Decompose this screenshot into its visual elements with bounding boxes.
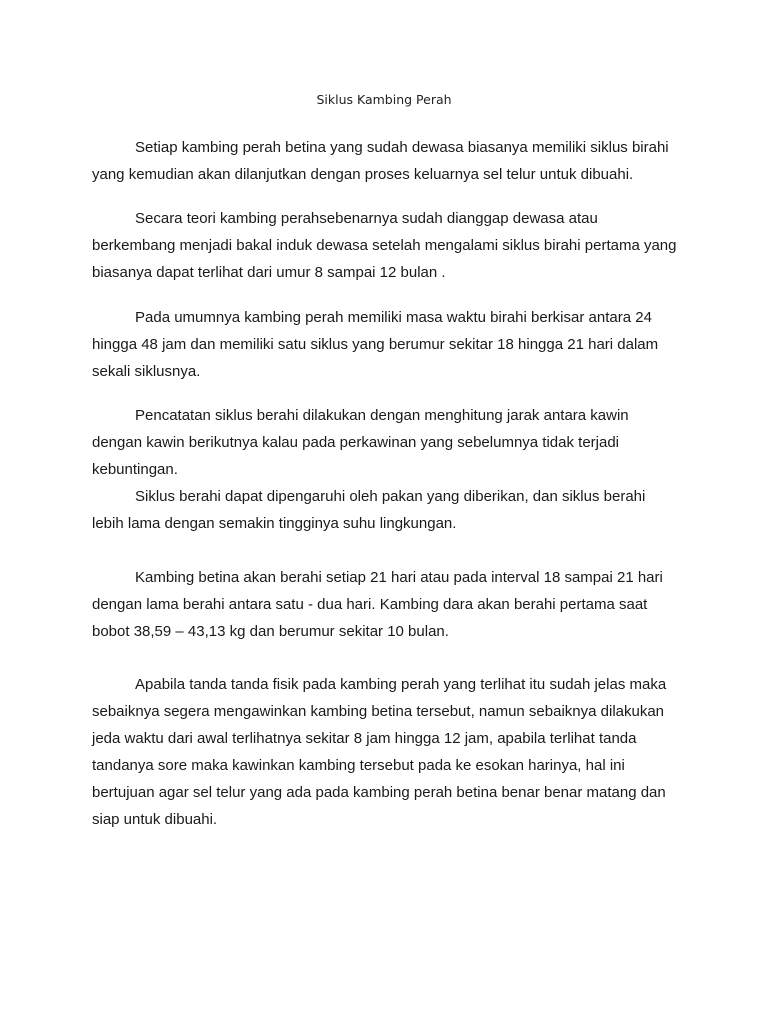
- paragraph-line: bertujuan agar sel telur yang ada pada kambing perah betina benar benar matang dan: [92, 784, 666, 801]
- paragraph-2: [92, 205, 692, 286]
- paragraph-1: [92, 134, 692, 188]
- paragraph-line: lebih lama dengan semakin tingginya suhu lingkungan.: [92, 515, 457, 532]
- paragraph-line: dengan kawin berikutnya kalau pada perkawinan yang sebelumnya tidak terjadi: [92, 434, 620, 451]
- paragraph-line: Kambing betina akan berahi setiap 21 hari atau pada interval 18 sampai 21 hari: [135, 569, 663, 586]
- paragraph-line: yang kemudian akan dilanjutkan dengan proses keluarnya sel telur untuk dibuahi.: [92, 166, 634, 183]
- paragraph-line: Pada umumnya kambing perah memiliki masa waktu birahi berkisar antara 24: [135, 309, 652, 326]
- paragraph-line: biasanya dapat terlihat dari umur 8 sampai 12 bulan .: [92, 264, 446, 281]
- paragraph-line: Apabila tanda tanda fisik pada kambing perah yang terlihat itu sudah jelas maka: [135, 676, 667, 693]
- document-title: Siklus Kambing Perah: [316, 92, 452, 107]
- paragraph-3: [92, 304, 692, 385]
- paragraph-line: kebuntingan.: [92, 461, 178, 478]
- paragraph-4: [92, 402, 692, 483]
- paragraph-5: [92, 483, 692, 537]
- paragraph-line: Setiap kambing perah betina yang sudah dewasa biasanya memiliki siklus birahi: [135, 139, 669, 156]
- paragraph-6: [92, 564, 692, 645]
- paragraph-line: tandanya sore maka kawinkan kambing tersebut pada ke esokan harinya, hal ini: [92, 757, 625, 774]
- paragraph-line: berkembang menjadi bakal induk dewasa setelah mengalami siklus birahi pertama yang: [92, 237, 677, 254]
- paragraph-line: hingga 48 jam dan memiliki satu siklus yang berumur sekitar 18 hingga 21 hari dalam: [92, 336, 659, 353]
- paragraph-line: siap untuk dibuahi.: [92, 811, 218, 828]
- paragraph-line: Siklus berahi dapat dipengaruhi oleh pakan yang diberikan, dan siklus berahi: [135, 488, 646, 505]
- paragraph-line: dengan lama berahi antara satu - dua hari. Kambing dara akan berahi pertama saat: [92, 596, 648, 613]
- paragraph-7: [92, 671, 692, 833]
- paragraph-line: bobot 38,59 – 43,13 kg dan berumur sekitar 10 bulan.: [92, 623, 449, 640]
- paragraph-line: jeda waktu dari awal terlihatnya sekitar 8 jam hingga 12 jam, apabila terlihat tanda: [92, 730, 637, 747]
- paragraph-line: sekali siklusnya.: [92, 363, 201, 380]
- paragraph-line: Secara teori kambing perahsebenarnya sudah dianggap dewasa atau: [135, 210, 598, 227]
- paragraph-line: sebaiknya segera mengawinkan kambing betina tersebut, namun sebaiknya dilakukan: [92, 703, 665, 720]
- paragraph-line: Pencatatan siklus berahi dilakukan dengan menghitung jarak antara kawin: [135, 407, 629, 424]
